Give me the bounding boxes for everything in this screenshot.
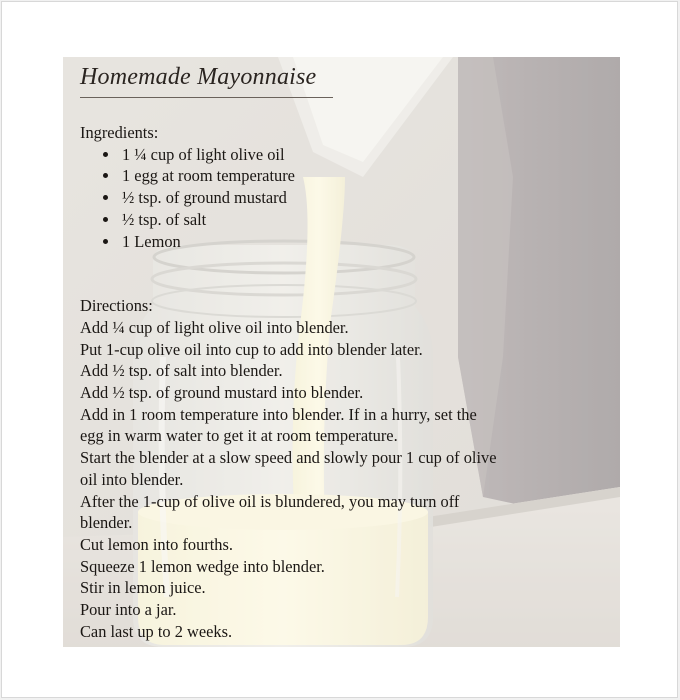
recipe-title: Homemade Mayonnaise: [80, 64, 317, 90]
direction-line: Cut lemon into fourths.: [80, 534, 233, 554]
direction-line: Start the blender at a slow speed and slowly pour 1 cup of olive: [80, 448, 497, 468]
direction-line: Put 1-cup olive oil into cup to add into blender later.: [80, 339, 423, 359]
directions-list: [80, 317, 600, 643]
recipe-body: [80, 122, 600, 642]
direction-line: Add ¼ cup of light olive oil into blender.: [80, 317, 349, 337]
direction-line: Add ½ tsp. of salt into blender.: [80, 361, 283, 381]
directions-heading: Directions:: [80, 296, 153, 316]
document-page: [1, 1, 678, 698]
direction-line: After the 1-cup of olive oil is blundered, you may turn off: [80, 491, 460, 511]
ingredient-item: • 1 egg at room temperature: [120, 165, 600, 187]
ingredients-list: [80, 144, 600, 253]
ingredient-item: • 1 Lemon: [120, 231, 600, 253]
direction-line: Pour into a jar.: [80, 600, 177, 620]
section-spacer: [80, 252, 600, 295]
direction-line: Add in 1 room temperature into blender. If in a hurry, set the: [80, 404, 477, 424]
ingredient-item: • 1 ¼ cup of light olive oil: [120, 144, 600, 166]
ingredient-item: • ½ tsp. of ground mustard: [120, 187, 600, 209]
ingredient-item: • ½ tsp. of salt: [120, 209, 600, 231]
direction-line: Squeeze 1 lemon wedge into blender.: [80, 556, 325, 576]
direction-line: Can last up to 2 weeks.: [80, 621, 233, 641]
ingredients-heading: Ingredients:: [80, 123, 159, 142]
direction-line: oil into blender.: [80, 469, 184, 489]
direction-line: Add ½ tsp. of ground mustard into blender.: [80, 383, 364, 403]
direction-line: egg in warm water to get it at room temperature.: [80, 426, 398, 446]
title-underline: [80, 97, 333, 98]
direction-line: Stir in lemon juice.: [80, 578, 206, 598]
direction-line: blender.: [80, 513, 133, 533]
